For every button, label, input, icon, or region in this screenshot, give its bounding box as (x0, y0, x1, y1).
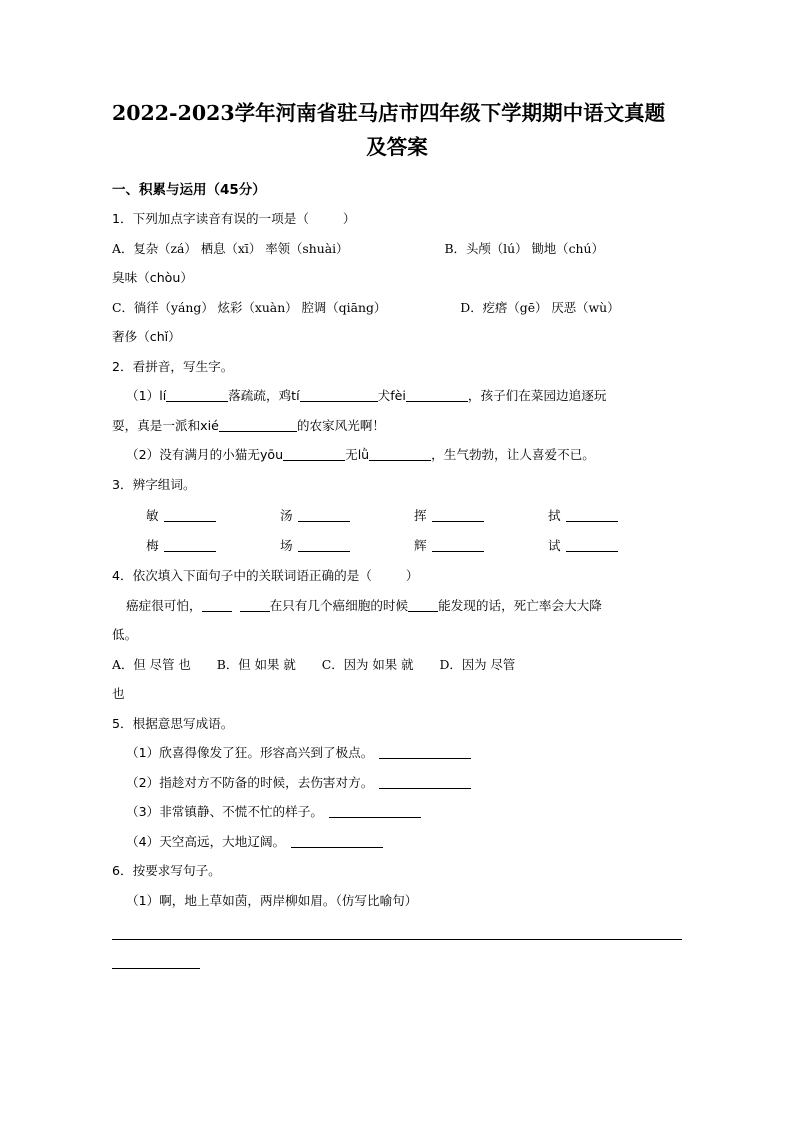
question-2-item-2-part-c: ，生气勃勃，让人喜爱不已。 (431, 447, 595, 462)
question-4-option-d[interactable]: 因为 尽管 (461, 656, 516, 672)
question-5-stem: 5．根据意思写成语。 (112, 715, 234, 731)
question-3-stem: 3．辨字组词。 (112, 476, 196, 492)
page-title-line-2: 及答案 (366, 135, 428, 159)
question-1-option-b-wrap: 臭味（chòu） (112, 270, 193, 285)
question-3-char-tang: 汤 (280, 508, 293, 523)
question-4-option-d-wrap: 也 (112, 686, 125, 701)
question-3-blank-r2c1[interactable] (164, 538, 216, 552)
question-5-item-4 (112, 827, 682, 857)
question-1-stem (112, 204, 682, 234)
page-title (112, 96, 682, 164)
question-2-blank-4[interactable] (219, 418, 297, 432)
question-4-option-d-label: D． (439, 656, 462, 672)
question-4-blank-3[interactable] (408, 598, 438, 612)
question-3-row1-cell3 (414, 501, 548, 531)
question-6-answer-line-2[interactable] (112, 968, 200, 969)
question-4-option-a[interactable]: 但 尽管 也 (133, 656, 191, 672)
question-2-blank-6[interactable] (369, 447, 431, 461)
section-heading: 一、积累与运用（45分） (112, 182, 266, 198)
question-4-stem (112, 561, 682, 591)
question-5-blank-1[interactable] (379, 745, 471, 759)
question-2-item-2-part-b: 无lǜ (345, 447, 370, 462)
question-3-row2-cell4 (548, 531, 682, 561)
question-4-sentence-b: 在只有几个癌细胞的时候 (269, 597, 409, 613)
question-5-item-1-text: （1）欣喜得像发了狂。形容高兴到了极点。 (126, 745, 374, 760)
question-1-option-b[interactable]: 头颅（lú） 锄地（chú） (465, 240, 604, 256)
question-3-blank-r1c1[interactable] (164, 508, 216, 522)
question-3-row2-cell1 (146, 531, 280, 561)
question-2-item-2 (112, 440, 682, 470)
question-3-grid (112, 499, 682, 561)
question-4-option-c[interactable]: 因为 如果 就 (343, 656, 414, 672)
question-3-row1-cell2 (280, 501, 414, 531)
question-1-stem-close: ） (342, 211, 356, 226)
question-2-item-1-line-2-b: 的农家风光啊！ (296, 417, 386, 433)
question-2-item-1-part-d: ，孩子们在菜园边追逐玩 (467, 388, 607, 403)
question-2-item-1-line-2-a: 耍，真是一派和xié (112, 417, 219, 433)
question-2-blank-5[interactable] (283, 447, 345, 461)
question-5-item-1 (112, 738, 682, 768)
question-6-answer-line-1[interactable] (112, 939, 682, 940)
question-2-stem: 2．看拼音，写生字。 (112, 358, 234, 374)
question-4-sentence (112, 591, 682, 621)
question-4-blank-2[interactable] (240, 598, 270, 612)
question-4-sentence-a: 癌症很可怕， (126, 597, 202, 613)
question-3-char-min: 敏 (146, 508, 159, 523)
question-2-item-1-part-a: （1）lí (126, 388, 167, 403)
question-5-item-2-text: （2）指趁对方不防备的时候，去伤害对方。 (126, 774, 374, 790)
question-4-option-a-label: A． (112, 656, 134, 672)
question-4-stem-close: ） (405, 568, 419, 583)
question-3-blank-r2c3[interactable] (432, 538, 484, 552)
question-1-option-d[interactable]: 疙瘩（gē） 厌恶（wù） (482, 299, 620, 315)
question-2-item-1 (112, 381, 682, 411)
question-6-item-1: （1）啊，地上草如茵，两岸柳如眉。（仿写比喻句） (126, 892, 418, 908)
question-1-option-c[interactable]: C．徜徉（yáng） 炫彩（xuàn） 腔调（qiāng） (112, 299, 387, 315)
question-2-blank-3[interactable] (406, 388, 468, 402)
question-3-blank-r1c3[interactable] (432, 508, 484, 522)
question-5-blank-3[interactable] (329, 804, 421, 818)
question-4-sentence-c: 能发现的话，死亡率会大大降 (438, 597, 602, 613)
question-3-blank-r1c2[interactable] (298, 508, 350, 522)
question-4-blank-1[interactable] (202, 598, 232, 612)
question-2-blank-2[interactable] (300, 388, 378, 402)
question-3-row1-cell1 (146, 501, 280, 531)
question-1-option-d-wrap: 奢侈（chǐ） (112, 329, 181, 344)
question-3-blank-r1c4[interactable] (566, 508, 618, 522)
question-3-row2-cell2 (280, 531, 414, 561)
question-3-char-mei: 梅 (146, 538, 159, 553)
question-5-item-3 (112, 797, 682, 827)
question-2-item-1-line-2 (112, 411, 682, 441)
question-3-char-shi2: 试 (548, 538, 561, 553)
question-5-item-2 (112, 768, 682, 798)
question-3-char-shi1: 拭 (548, 508, 561, 523)
question-5-item-4-text: （4）天空高远，大地辽阔。 (126, 833, 286, 849)
question-3-char-hui1: 挥 (414, 508, 427, 523)
question-1-option-row-cd (112, 293, 682, 323)
question-3-blank-r2c4[interactable] (566, 538, 618, 552)
page-content (112, 96, 682, 969)
question-4-option-c-label: C． (321, 656, 344, 672)
question-3-blank-r2c2[interactable] (298, 538, 350, 552)
question-5-item-3-text: （3）非常镇静、不慌不忙的样子。 (126, 804, 323, 819)
question-4-options (112, 650, 682, 680)
question-2-item-1-part-b: 落疏疏，鸡tí (228, 388, 300, 403)
question-4-option-b[interactable]: 但 如果 就 (238, 656, 296, 672)
question-2-item-2-part-a: （2）没有满月的小猫无yōu (126, 447, 284, 462)
question-3-char-hui2: 辉 (414, 538, 427, 553)
question-3-row2-cell3 (414, 531, 548, 561)
question-3-row1-cell4 (548, 501, 682, 531)
question-5-blank-4[interactable] (291, 834, 383, 848)
question-4-sentence-wrap: 低。 (112, 627, 138, 642)
question-1-option-b-label: B． (444, 240, 466, 256)
question-5-blank-2[interactable] (379, 775, 471, 789)
question-2-item-1-part-c: 犬fèi (377, 388, 406, 403)
question-1-stem-text: 1．下列加点字读音有误的一项是（ (112, 211, 309, 226)
question-1-option-d-label: D． (460, 299, 483, 315)
question-1-option-a[interactable]: A．复杂（zá） 栖息（xī） 率领（shuài） (112, 240, 349, 256)
question-3-char-chang: 场 (280, 538, 293, 553)
question-2-blank-1[interactable] (166, 388, 228, 402)
page-title-line-1: 2022-2023学年河南省驻马店市四年级下学期期中语文真题 (112, 101, 666, 125)
question-6-stem: 6．按要求写句子。 (112, 863, 221, 878)
question-1-option-row-ab (112, 234, 682, 264)
question-4-option-b-label: B． (216, 656, 239, 672)
question-4-stem-text: 4．依次填入下面句子中的关联词语正确的是（ (112, 568, 372, 583)
